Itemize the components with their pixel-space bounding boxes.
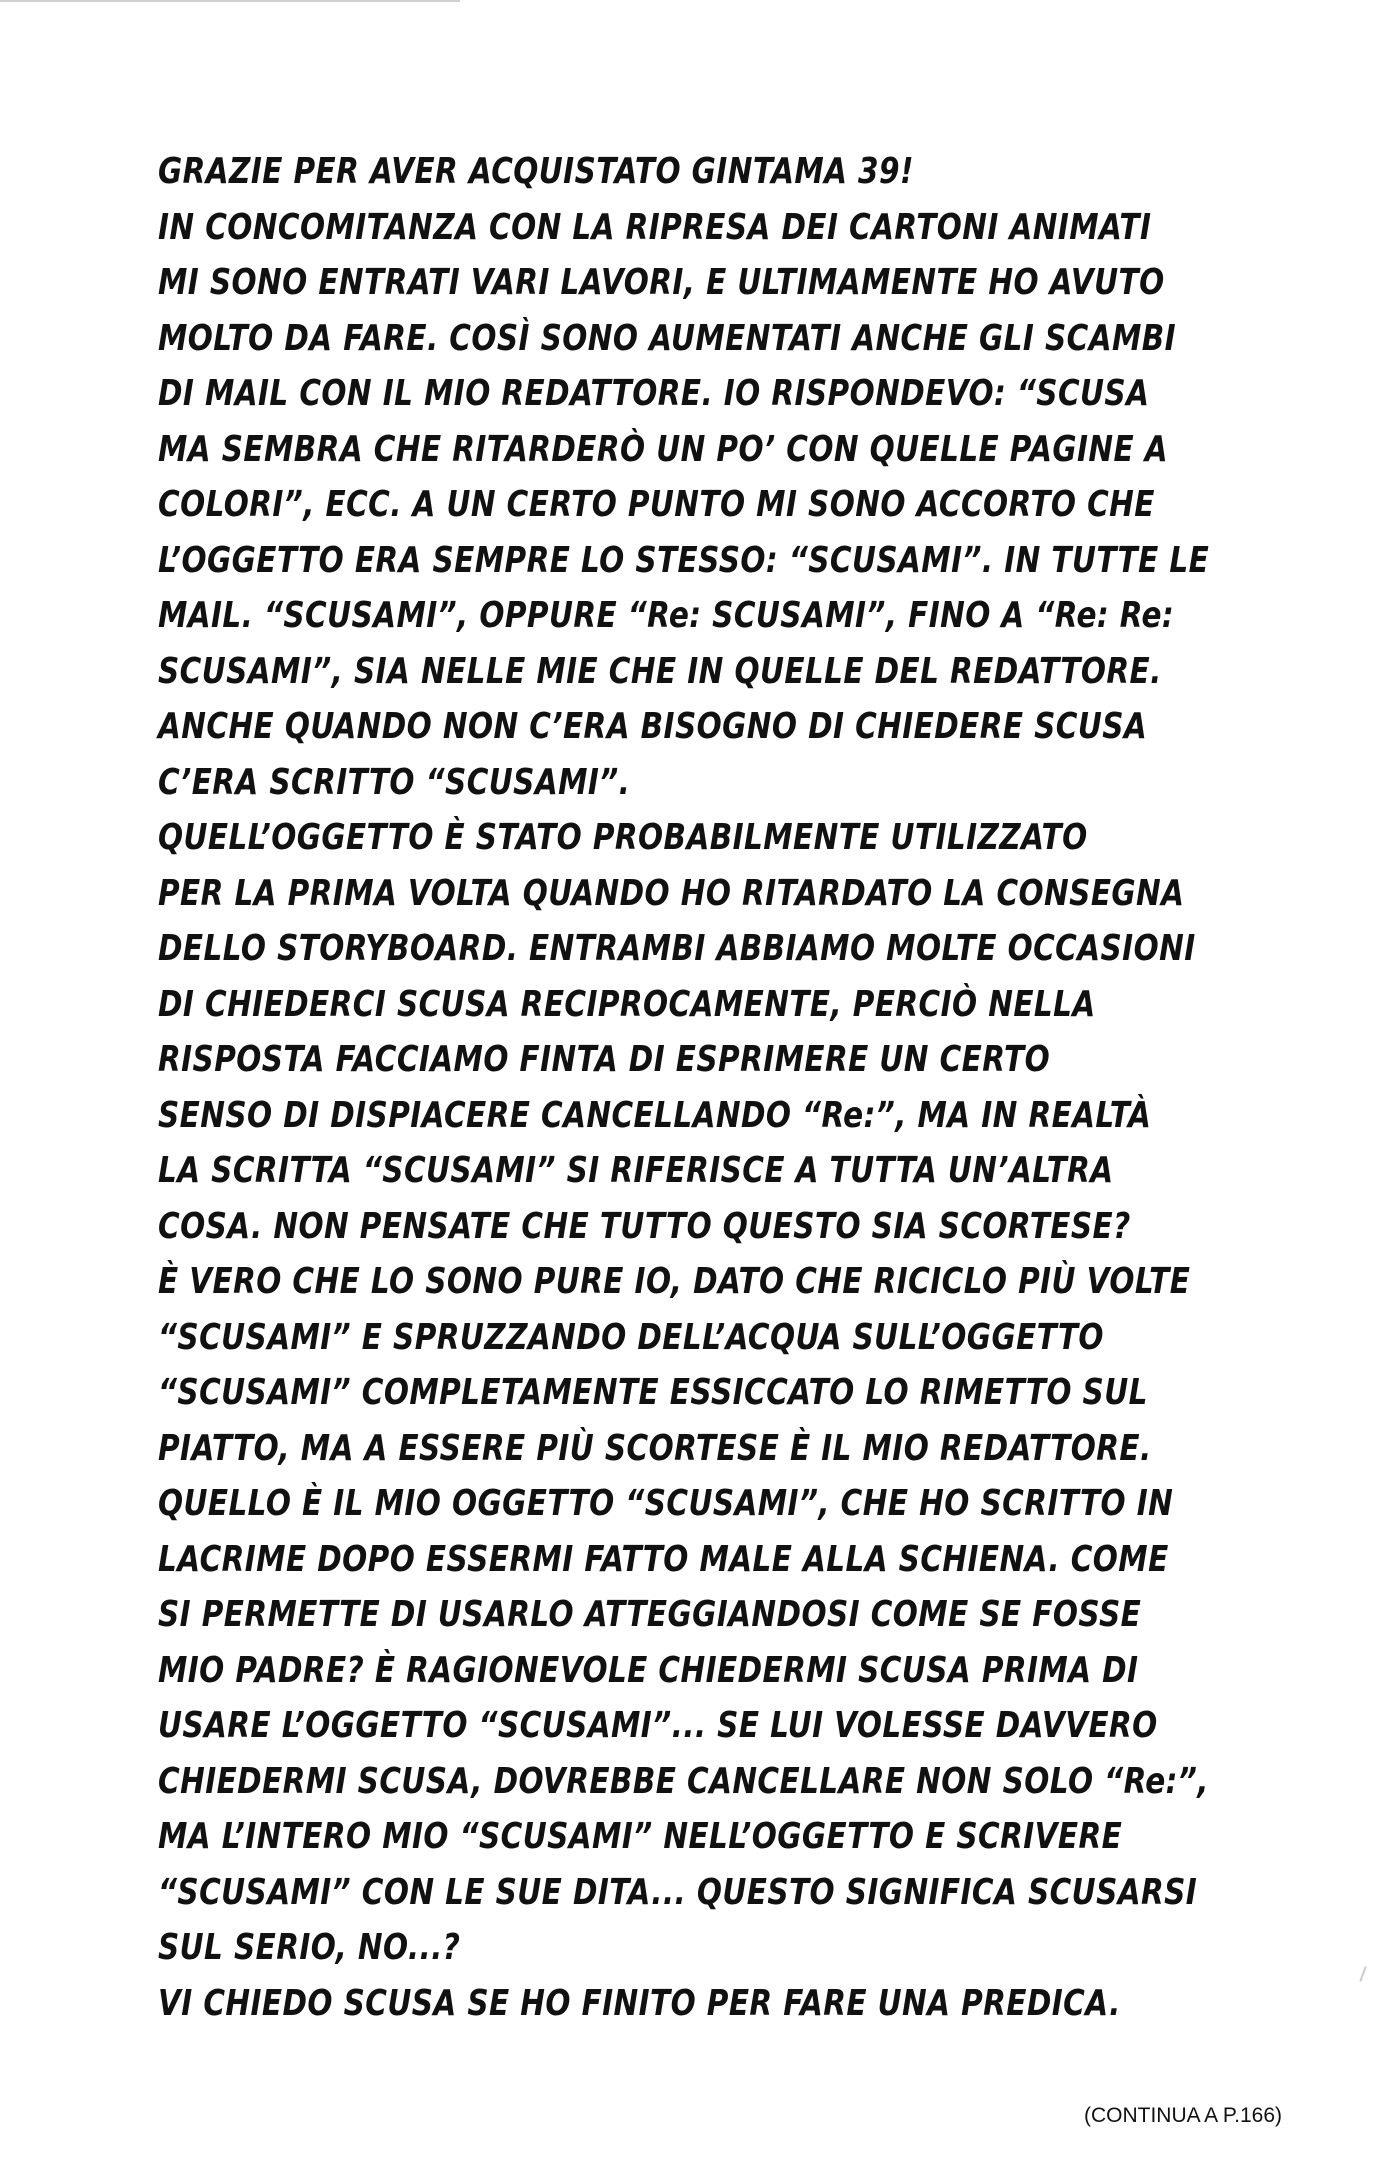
text-line: DI CHIEDERCI SCUSA RECIPROCAMENTE, PERCIÒ NELLA xyxy=(158,983,1096,1025)
text-line: COLORI”, ECC. A UN CERTO PUNTO MI SONO ACCORTO CHE xyxy=(158,484,1155,525)
text-line: L’OGGETTO ERA SEMPRE LO STESSO: “SCUSAMI”. IN TUTTE LE xyxy=(158,539,1210,581)
text-line: RISPOSTA FACCIAMO FINTA DI ESPRIMERE UN CERTO xyxy=(158,1039,1051,1080)
text-line: LACRIME DOPO ESSERMI FATTO MALE ALLA SCHIENA. COME xyxy=(158,1538,1169,1580)
text-line: SUL SERIO, NO...? xyxy=(158,1927,461,1968)
text-line: DI MAIL CON IL MIO REDATTORE. IO RISPONDEVO: “SCUSA xyxy=(158,373,1150,414)
top-edge-rule xyxy=(0,0,460,2)
text-line: IN CONCOMITANZA CON LA RIPRESA DEI CARTONI ANIMATI xyxy=(158,206,1152,248)
text-line: QUELL’OGGETTO È STATO PROBABILMENTE UTILIZZATO xyxy=(158,817,1088,858)
text-line: È VERO CHE LO SONO PURE IO, DATO CHE RICICLO PIÙ VOLTE xyxy=(158,1261,1191,1302)
text-line: GRAZIE PER AVER ACQUISTATO GINTAMA 39! xyxy=(158,151,914,192)
text-line: LA SCRITTA “SCUSAMI” SI RIFERISCE A TUTTA UN’ALTRA xyxy=(158,1150,1114,1191)
text-line: COSA. NON PENSATE CHE TUTTO QUESTO SIA SCORTESE? xyxy=(158,1205,1131,1247)
text-line: USARE L’OGGETTO “SCUSAMI”... SE LUI VOLESSE DAVVERO xyxy=(158,1705,1158,1746)
text-line: MIO PADRE? È RAGIONEVOLE CHIEDERMI SCUSA PRIMA DI xyxy=(158,1649,1139,1691)
text-line: ANCHE QUANDO NON C’ERA BISOGNO DI CHIEDERE SCUSA xyxy=(158,706,1148,747)
continuation-note: (CONTINUA A P.166) xyxy=(1083,2104,1282,2127)
text-line: MI SONO ENTRATI VARI LAVORI, E ULTIMAMENTE HO AVUTO xyxy=(158,262,1165,303)
text-line: MOLTO DA FARE. COSÌ SONO AUMENTATI ANCHE GLI SCAMBI xyxy=(158,317,1177,359)
text-line: CHIEDERMI SCUSA, DOVREBBE CANCELLARE NON SOLO “Re:”, xyxy=(158,1760,1209,1802)
text-line: “SCUSAMI” E SPRUZZANDO DELL’ACQUA SULL’OGGETTO xyxy=(158,1316,1104,1358)
text-line: SENSO DI DISPIACERE CANCELLANDO “Re:”, MA IN REALTÀ xyxy=(158,1094,1152,1136)
text-line: C’ERA SCRITTO “SCUSAMI”. xyxy=(158,761,631,803)
text-line: SI PERMETTE DI USARLO ATTEGGIANDOSI COME SE FOSSE xyxy=(158,1594,1142,1635)
text-line: QUELLO È IL MIO OGGETTO “SCUSAMI”, CHE HO SCRITTO IN xyxy=(158,1483,1174,1524)
text-line: MAIL. “SCUSAMI”, OPPURE “Re: SCUSAMI”, FINO A “Re: Re: xyxy=(158,595,1175,636)
text-line: SCUSAMI”, SIA NELLE MIE CHE IN QUELLE DEL REDATTORE. xyxy=(158,650,1162,692)
stray-pen-mark xyxy=(1359,1966,1366,1982)
text-line: “SCUSAMI” CON LE SUE DITA... QUESTO SIGNIFICA SCUSARSI xyxy=(158,1871,1198,1913)
text-line: MA SEMBRA CHE RITARDERÒ UN PO’ CON QUELLE PAGINE A xyxy=(158,428,1169,470)
text-line: PER LA PRIMA VOLTA QUANDO HO RITARDATO LA CONSEGNA xyxy=(158,872,1185,914)
text-line: VI CHIEDO SCUSA SE HO FINITO PER FARE UNA PREDICA. xyxy=(158,1982,1121,2024)
text-line: DELLO STORYBOARD. ENTRAMBI ABBIAMO MOLTE OCCASIONI xyxy=(158,928,1196,969)
text-line: PIATTO, MA A ESSERE PIÙ SCORTESE È IL MIO REDATTORE. xyxy=(158,1427,1152,1469)
text-line: “SCUSAMI” COMPLETAMENTE ESSICCATO LO RIMETTO SUL xyxy=(158,1372,1148,1413)
text-line: MA L’INTERO MIO “SCUSAMI” NELL’OGGETTO E SCRIVERE xyxy=(158,1816,1123,1857)
handwritten-text-block xyxy=(158,144,1278,2031)
